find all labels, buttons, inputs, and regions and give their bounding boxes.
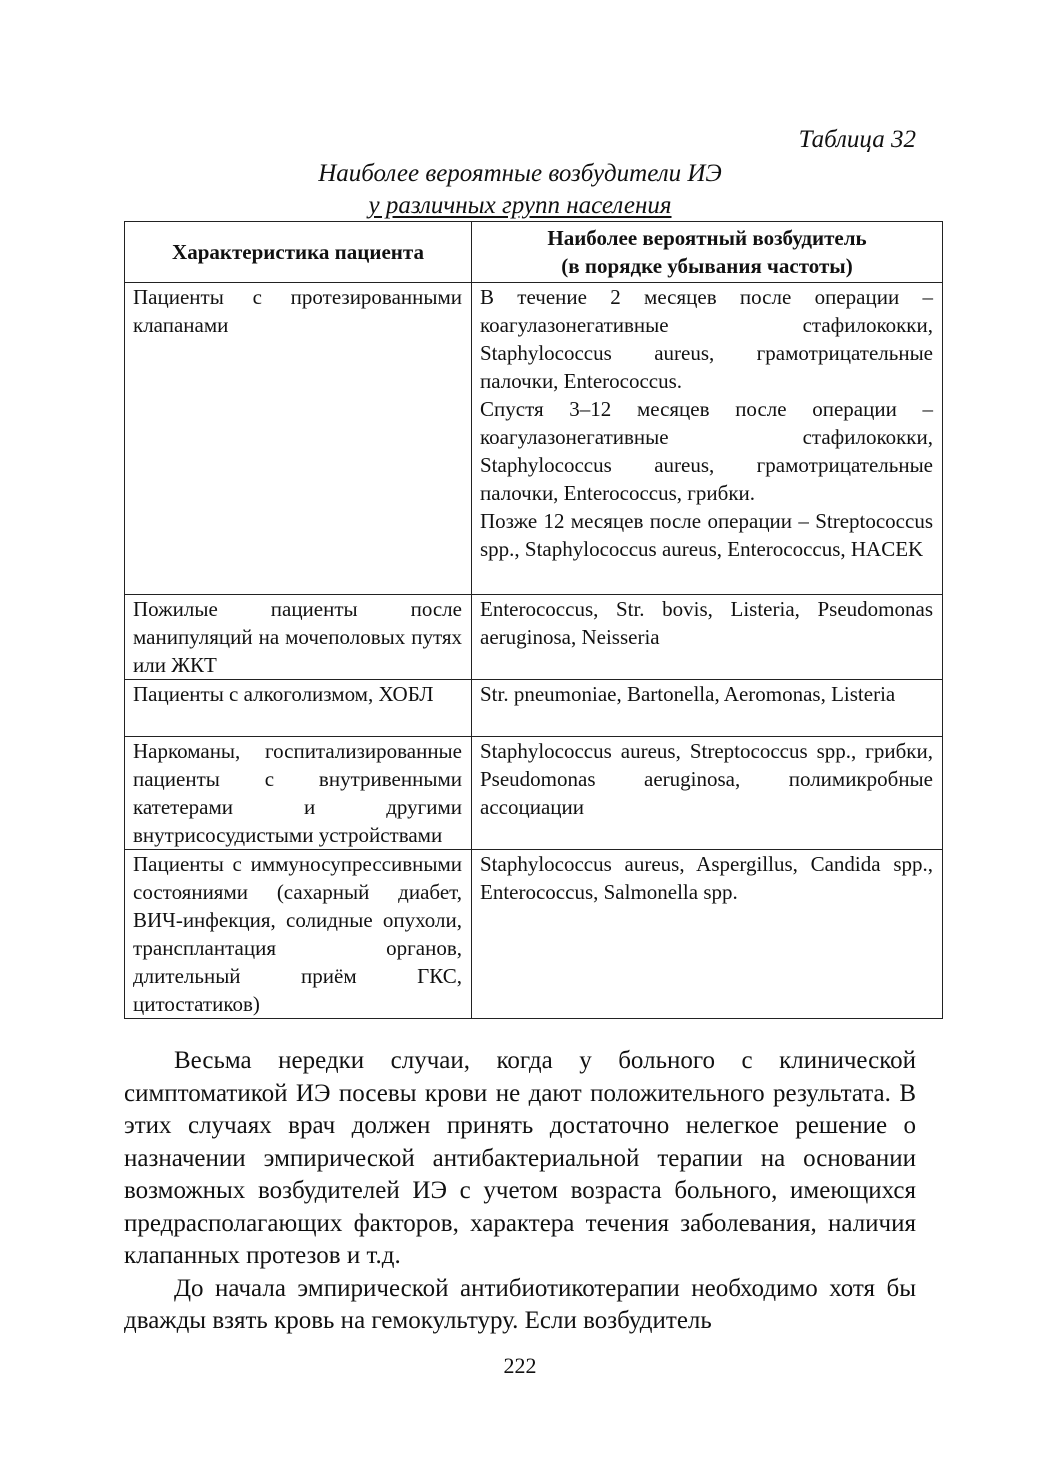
header-likely-pathogen-line1: Наиболее вероятный возбудитель xyxy=(547,226,867,250)
header-likely-pathogen-line2: (в порядке убывания частоты) xyxy=(561,254,853,278)
patient-cell: Пациенты с алкоголизмом, ХОБЛ xyxy=(125,680,472,737)
pathogen-period-late: Позже 12 месяцев после операции – Streptococcus spp., Staphylococcus aureus, Enterococcus, HACEK xyxy=(480,509,933,561)
pathogen-cell xyxy=(472,283,943,595)
page-number: 222 xyxy=(503,1353,537,1378)
patient-cell: Пациенты с протезированными клапанами xyxy=(125,283,472,595)
pathogen-period-mid: Спустя 3–12 месяцев после операции – коагулазонегативные стафилококки, Staphylococcus aureus, грамотрицательные палочки, Enterococcus, грибки. xyxy=(480,397,933,505)
patient-cell: Пациенты с иммуносупрессивными состояниями (сахарный диабет, ВИЧ-инфекция, солидные опухоли, трансплантация органов, длительный приём ГКС, цитостатиков) xyxy=(125,850,472,1019)
table-row xyxy=(125,737,943,850)
table-row xyxy=(125,283,943,595)
header-patient-characteristic: Характеристика пациента xyxy=(125,222,472,283)
table-title-line2: у различных групп населения xyxy=(368,192,672,219)
header-likely-pathogen xyxy=(472,222,943,283)
table-row xyxy=(125,680,943,737)
paragraph: Весьма нередки случаи, когда у больного с клинической симптоматикой ИЭ посевы крови не дают положительного результата. В этих случаях врач должен принять достаточно нелегкое решение о назначении эмпирической антибактериальной терапии на основании возможных возбудителей ИЭ с учетом возраста больного, имеющихся предрасполагающих факторов, характера течения заболевания, наличия клапанных протезов и т.д. xyxy=(124,1047,916,1269)
pathogens-table xyxy=(124,221,943,1019)
pathogen-cell: Enterococcus, Str. bovis, Listeria, Pseudomonas aeruginosa, Neisseria xyxy=(472,595,943,680)
patient-cell: Наркоманы, госпитализированные пациенты с внутривенными катетерами и другими внутрисосудистыми устройствами xyxy=(125,737,472,850)
table-title xyxy=(124,158,916,222)
table-row xyxy=(125,595,943,680)
table-header-row xyxy=(125,222,943,283)
pathogen-cell: Staphylococcus aureus, Streptococcus spp., грибки, Pseudomonas aeruginosa, полимикробные ассоциации xyxy=(472,737,943,850)
body-text xyxy=(124,1045,916,1338)
pathogen-cell: Staphylococcus aureus, Aspergillus, Candida spp., Enterococcus, Salmonella spp. xyxy=(472,850,943,1019)
patient-cell: Пожилые пациенты после манипуляций на мочеполовых путях или ЖКТ xyxy=(125,595,472,680)
pathogen-period-early: В течение 2 месяцев после операции – коагулазонегативные стафилококки, Staphylococcus aureus, грамотрицательные палочки, Enterococcus. xyxy=(480,285,933,393)
paragraph: До начала эмпирической антибиотикотерапии необходимо хотя бы дважды взять кровь на гемокультуру. Если возбудитель xyxy=(124,1274,916,1334)
table-title-line1: Наиболее вероятные возбудители ИЭ xyxy=(318,160,722,187)
pathogen-cell: Str. pneumoniae, Bartonella, Aeromonas, Listeria xyxy=(472,680,943,737)
table-row xyxy=(125,850,943,1019)
table-number: Таблица 32 xyxy=(798,126,916,153)
